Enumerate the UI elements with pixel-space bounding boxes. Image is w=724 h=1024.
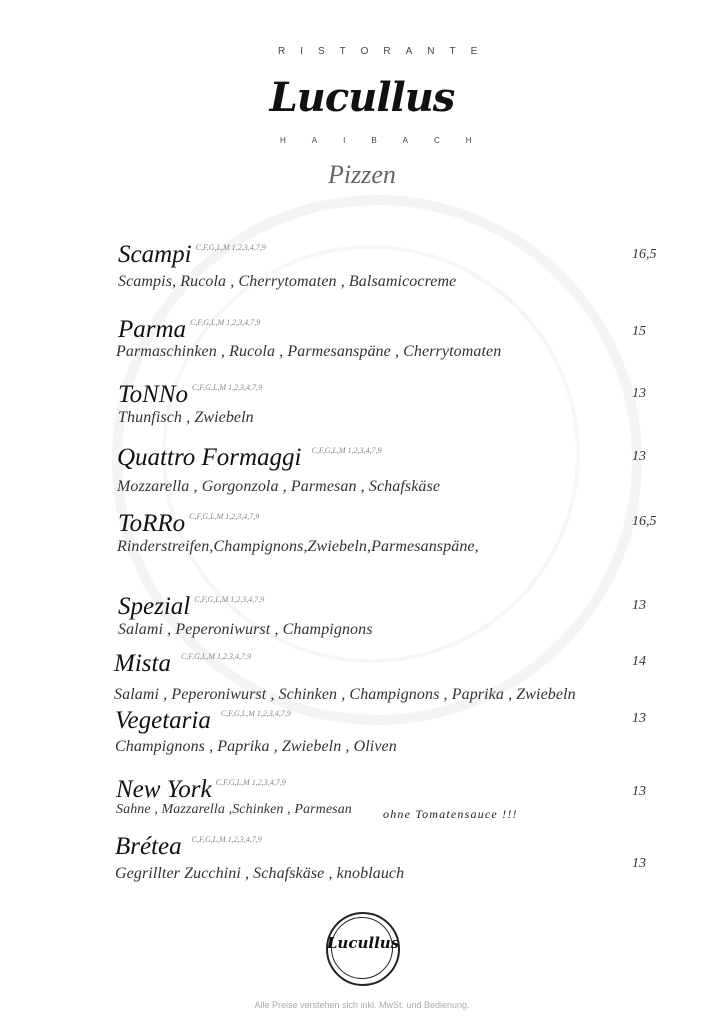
menu-item-price: 15 xyxy=(632,324,646,339)
allergen-codes: C,F,G,L,M 1,2,3,4,7,9 xyxy=(191,835,262,844)
menu-item-price: 16,5 xyxy=(632,514,657,529)
menu-item-price: 13 xyxy=(632,386,646,401)
page-title: Pizzen xyxy=(328,160,396,189)
menu-item-name: Brétea $^{C,F,G,L,M 1,2,3,4,7,9}$ xyxy=(115,833,262,860)
menu-item-name: ToRRo $^{C,F,G,L,M 1,2,3,4,7,9}$ xyxy=(118,510,260,537)
allergen-codes: C,F,G,L,M 1,2,3,4,7,9 xyxy=(180,652,252,661)
allergen-codes: C,F,G,L,M 1,2,3,4,7,9 xyxy=(190,318,261,327)
menu-item-description: Gegrillter Zucchini , Schafskäse , knoblauch xyxy=(115,865,405,882)
allergen-codes: C,F,G,L,M 1,2,3,4,7,9 xyxy=(215,778,286,787)
menu-item-note: ohne Tomatensauce !!! xyxy=(383,807,518,821)
menu-item-description: Scampis, Rucola , Cherrytomaten , Balsamicocreme xyxy=(118,273,457,290)
menu-item-name: Spezial $^{C,F,G,L,M 1,2,3,4,7,9}$ xyxy=(118,593,265,620)
allergen-codes: C,F,G,L,M 1,2,3,4,7,9 xyxy=(189,512,260,521)
menu-item-price: 13 xyxy=(632,784,646,799)
allergen-codes: C,F,G,L,M 1,2,3,4,7,9 xyxy=(220,709,291,718)
menu-item-name: ToNNo $^{C,F,G,L,M 1,2,3,4,7,9}$ xyxy=(118,381,263,408)
allergen-codes: C,F,G,L,M 1,2,3,4,7,9 xyxy=(311,446,382,455)
allergen-codes: C,F,G,L,M 1,2,3,4,7,9 xyxy=(194,595,265,604)
menu-item-price: 13 xyxy=(632,598,646,613)
menu-item-description: Salami , Peperoniwurst , Schinken , Champignons , Paprika , Zwiebeln xyxy=(114,686,576,703)
menu-item-description: Rinderstreifen,Champignons,Zwiebeln,Parmesanspäne, xyxy=(117,538,479,555)
menu-item-description: Salami , Peperoniwurst , Champignons xyxy=(118,621,373,638)
menu-item-name: Parma $^{C,F,G,L,M 1,2,3,4,7,9}$ xyxy=(118,316,261,343)
menu-item-description: Mozzarella , Gorgonzola , Parmesan , Schafskäse xyxy=(117,478,441,495)
menu-item-price: 14 xyxy=(632,654,646,669)
menu-item-name: Vegetaria $^{C,F,G,L,M 1,2,3,4,7,9}$ xyxy=(115,707,291,734)
header-ristorante: RISTORANTE xyxy=(278,46,493,57)
menu-item-name: Mista $^{C,F,G,L,M 1,2,3,4,7,9}$ xyxy=(114,650,252,677)
menu-item-name: New York $^{C,F,G,L,M 1,2,3,4,7,9}$ xyxy=(116,776,286,803)
header-location: HAIBACH xyxy=(280,136,498,145)
menu-item-description: Sahne , Mazzarella ,Schinken , Parmesan xyxy=(116,802,352,817)
menu-item-name: Scampi $^{C,F,G,L,M 1,2,3,4,7,9}$ xyxy=(118,241,266,268)
menu-item-description: Parmaschinken , Rucola , Parmesanspäne , Cherrytomaten xyxy=(116,343,502,360)
footer-logo-text: Lucullus xyxy=(326,934,400,952)
allergen-codes: C,F,G,L,M 1,2,3,4,7,9 xyxy=(195,243,266,252)
menu-item-description: Champignons , Paprika , Zwiebeln , Oliven xyxy=(115,738,397,755)
footer-note: Alle Preise verstehen sich inkl. MwSt. und Bedienung. xyxy=(254,1000,470,1010)
menu-item-price: 13 xyxy=(632,449,646,464)
allergen-codes: C,F,G,L,M 1,2,3,4,7,9 xyxy=(191,383,263,392)
menu-item-description: Thunfisch , Zwiebeln xyxy=(118,409,254,426)
menu-item-price: 13 xyxy=(632,711,646,726)
menu-item-price: 16,5 xyxy=(632,247,657,262)
menu-item-price: 13 xyxy=(632,856,646,871)
logo: Lucullus xyxy=(269,74,455,121)
menu-item-name: Quattro Formaggi $^{C,F,G,L,M 1,2,3,4,7,9}$ xyxy=(117,444,382,471)
